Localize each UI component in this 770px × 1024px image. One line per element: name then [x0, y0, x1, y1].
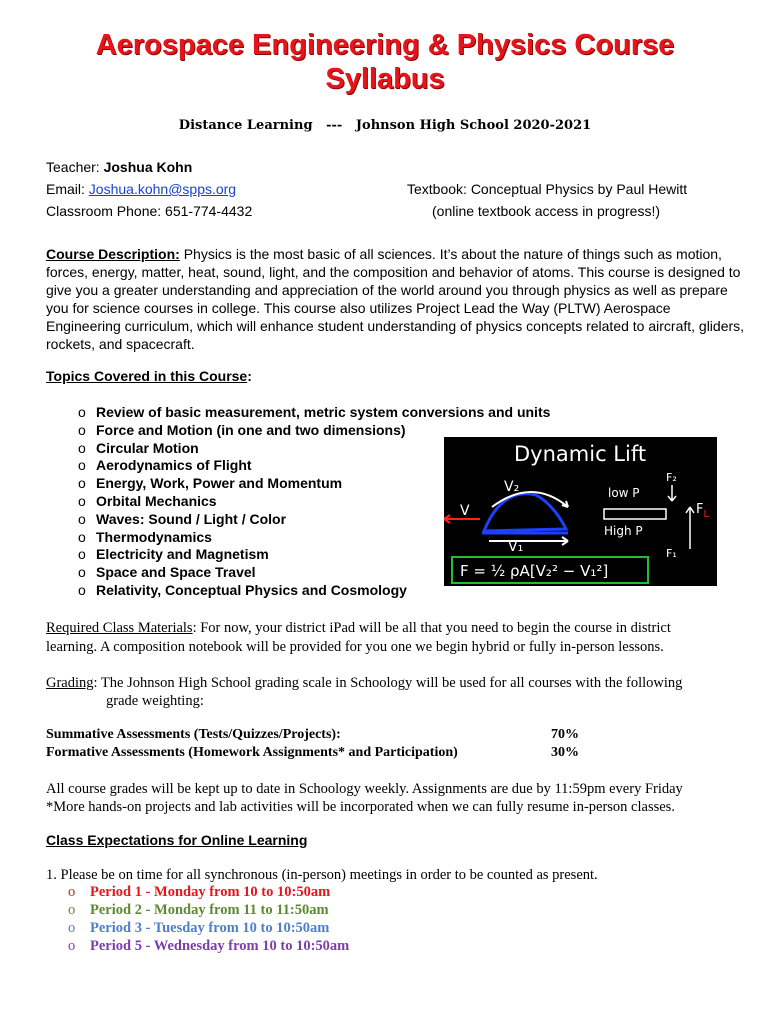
expectations-item-1: 1. Please be on time for all synchronous (in-person) meetings in order to be counted as present. [46, 867, 598, 883]
weight-summative: Summative Assessments (Tests/Quizzes/Projects): [46, 727, 341, 742]
v-label: V [460, 503, 470, 519]
bullet-icon: o [68, 884, 76, 900]
high-pressure-label: High P [604, 524, 643, 538]
list-item: o Electricity and Magnetism [78, 546, 269, 563]
teacher-line [46, 158, 192, 176]
bullet-icon: o [78, 457, 86, 474]
materials-label: Required Class Materials [46, 620, 193, 636]
textbook-note: (online textbook access in progress!) [432, 203, 660, 219]
v1-label: V₁ [508, 539, 524, 555]
course-description [46, 245, 746, 353]
bullet-icon: o [78, 510, 86, 527]
email-line [46, 180, 236, 198]
grade-weight-names [46, 726, 458, 762]
list-item: o Orbital Mechanics [78, 492, 217, 509]
classroom-phone: Classroom Phone: 651-774-4432 [46, 203, 253, 219]
periods-list [68, 884, 349, 956]
notes-line-1: All course grades will be kept up to date in Schoology weekly. Assignments are due by 11:59pm every Friday [46, 781, 683, 797]
bullet-icon: o [78, 581, 86, 598]
email-label: Email: [46, 181, 85, 197]
pressure-plate [604, 509, 666, 519]
lift-title: Dynamic Lift [514, 442, 647, 466]
weight-formative: Formative Assessments (Homework Assignments* and Participation) [46, 745, 458, 760]
bullet-icon: o [78, 404, 86, 420]
grading-label: Grading [46, 675, 94, 691]
title-line-2: Syllabus [325, 63, 445, 95]
bullet-icon: o [68, 920, 76, 936]
bullet-icon: o [78, 546, 86, 563]
lift-force-arrow-icon [686, 507, 694, 549]
expectations-heading: Class Expectations for Online Learning [46, 832, 308, 848]
down-force-arrow-icon [668, 485, 676, 501]
list-item: o Period 1 - Monday from 10 to 10:50am [68, 884, 331, 900]
bullet-icon: o [78, 528, 86, 545]
notes-line-2: *More hands-on projects and lab activities will be incorporated when we can fully resume in-person classes. [46, 799, 675, 815]
dynamic-lift-diagram [444, 437, 717, 586]
lift-equation: F = ½ ρA[V₂² − V₁²] [460, 562, 609, 580]
weight-formative-value: 30% [551, 745, 579, 760]
bullet-icon: o [68, 938, 76, 954]
list-item: o Period 5 - Wednesday from 10 to 10:50am [68, 938, 350, 954]
grading-line-2: grade weighting: [106, 693, 204, 709]
list-item: o Circular Motion [78, 439, 199, 456]
f2-label: F₂ [666, 471, 677, 484]
course-description-heading: Course Description: [46, 246, 180, 262]
materials-line-2: learning. A composition notebook will be provided for you one we begin hybrid or fully in-person lessons. [46, 639, 664, 655]
bullet-icon: o [78, 564, 86, 581]
bullet-icon: o [78, 492, 86, 509]
bullet-icon: o [78, 439, 86, 456]
list-item: o Period 2 - Monday from 11 to 11:50am [68, 902, 329, 918]
textbook-title: Textbook: Conceptual Physics by Paul Hewitt [407, 181, 688, 197]
airfoil-shape [484, 494, 566, 531]
title-line-1: Aerospace Engineering & Physics Course [95, 29, 675, 61]
teacher-label: Teacher: [46, 159, 100, 175]
topics-heading: Topics Covered in this Course: [46, 368, 252, 384]
list-item: o Relativity, Conceptual Physics and Cosmology [78, 581, 407, 598]
low-pressure-label: low P [608, 486, 640, 500]
materials-line-1: Required Class Materials: For now, your district iPad will be all that you need to begin the course in district [46, 620, 671, 636]
list-item: o Review of basic measurement, metric system conversions and units [78, 404, 551, 420]
v2-label: V₂ [504, 479, 520, 495]
list-item: o Force and Motion (in one and two dimensions) [78, 421, 406, 438]
f1-label: F₁ [666, 547, 677, 560]
list-item: o Waves: Sound / Light / Color [78, 510, 287, 527]
bullet-icon: o [78, 475, 86, 492]
teacher-name: Joshua Kohn [103, 159, 193, 175]
list-item: o Aerodynamics of Flight [78, 457, 252, 474]
list-item: o Energy, Work, Power and Momentum [78, 475, 343, 492]
email-link[interactable]: Joshua.kohn@spps.org [88, 181, 237, 197]
fl-label: $F_L$ [696, 502, 710, 520]
list-item: o Space and Space Travel [78, 564, 256, 581]
list-item: o Period 3 - Tuesday from 10 to 10:50am [68, 920, 330, 936]
grade-weight-values [551, 726, 579, 762]
grading-line-1: Grading: The Johnson High School grading scale in Schoology will be used for all courses with the following [46, 675, 683, 691]
subtitle: Distance Learning --- Johnson High School 2020-2021 [178, 118, 592, 133]
course-description-text: Physics is the most basic of all sciences. It’s about the nature of things such as motion, forces, energy, matter, heat, sound, light, and the composition and behavior of atoms. This course is designed to give you a greater understanding and appreciation of the world around you through physics as well as prepare you for science courses in college. This course also utilizes Project Lead the Way (PLTW) Aerospace Engineering curriculum, which will enhance student understanding of physics concepts related to aircraft, gliders, rockets, and spacecraft. [46, 246, 745, 352]
list-item: o Thermodynamics [78, 528, 212, 545]
weight-summative-value: 70% [551, 727, 579, 742]
bullet-icon: o [78, 421, 86, 438]
dynamic-lift-image [444, 437, 717, 586]
bullet-icon: o [68, 902, 76, 918]
